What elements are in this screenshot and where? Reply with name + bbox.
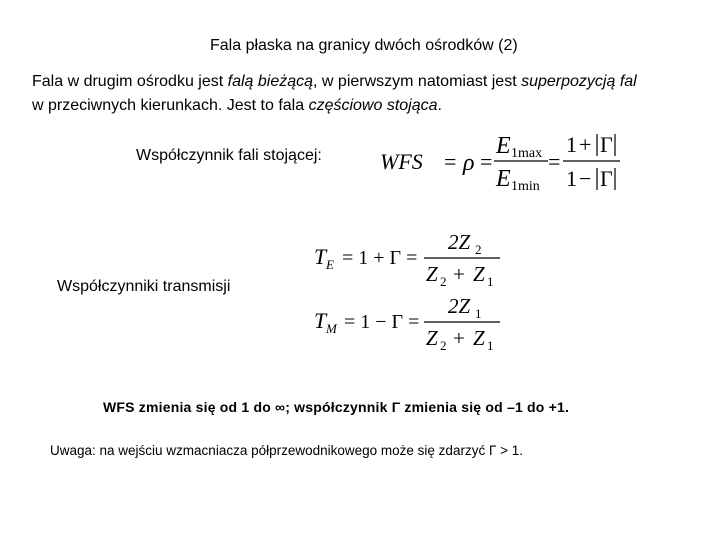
para-italic-superposition: superpozycją fal: [521, 73, 637, 90]
tm-t: T: [314, 308, 327, 333]
para-text-3: w przeciwnych kierunkach. Jest to fala: [32, 97, 309, 114]
wfs-den-minus: −: [579, 166, 592, 191]
tm-rhs-start: = 1 − Γ =: [344, 311, 420, 333]
wfs-num-plus: +: [579, 132, 592, 157]
wfs-e-num-sub: 1max: [511, 146, 543, 161]
wfs-e-num: E: [496, 133, 511, 159]
tm-formula: [310, 292, 530, 354]
te-den-plus: +: [453, 262, 465, 286]
te-formula: [310, 230, 530, 292]
note-text: Uwaga: na wejściu wzmacniacza półprzewodnikowego może się zdarzyć Γ > 1.: [50, 443, 524, 458]
te-den-b-sub: 1: [487, 274, 494, 289]
para-italic-travelling-wave: falą bieżącą: [227, 73, 314, 90]
wfs-e-den-sub: 1min: [511, 179, 540, 194]
tm-den-a-sub: 2: [440, 338, 447, 353]
wfs-num-gamma: Γ: [600, 132, 613, 157]
wfs-formula: [376, 128, 626, 198]
te-den-b: Z: [473, 262, 485, 286]
te-rhs-start: = 1 + Γ =: [342, 247, 418, 269]
wfs-den-one: 1: [566, 166, 577, 191]
para-italic-partial-standing: częściowo stojąca: [308, 97, 438, 114]
wfs-e-den: E: [496, 166, 511, 192]
te-t: T: [314, 244, 327, 269]
tm-num: 2Z: [448, 294, 471, 318]
para-text-2: , w pierwszym natomiast jest: [313, 73, 522, 90]
wfs-num-one: 1: [566, 132, 577, 157]
wfs-rho: ρ: [463, 150, 475, 176]
tm-den-a: Z: [426, 326, 438, 350]
wfs-den-gamma: Γ: [600, 166, 613, 191]
te-sub: E: [326, 257, 334, 272]
para-text-4: .: [437, 97, 442, 114]
te-num-sub: 2: [475, 242, 482, 257]
transmission-label: Współczynniki transmisji: [57, 278, 231, 295]
wfs-eq-1: =: [444, 149, 457, 174]
te-num: 2Z: [448, 230, 471, 254]
wfs-lhs: WFS: [380, 149, 423, 174]
tm-den-b-sub: 1: [487, 338, 494, 353]
wfs-range-statement: WFS zmienia się od 1 do ∞; współczynnik Γ zmienia się od –1 do +1.: [103, 399, 570, 415]
wfs-eq-3: =: [548, 149, 561, 174]
intro-paragraph: [32, 70, 637, 118]
para-text-1: Fala w drugim ośrodku jest: [32, 73, 228, 90]
te-den-a-sub: 2: [440, 274, 447, 289]
wfs-label: Współczynnik fali stojącej:: [136, 147, 322, 164]
tm-num-sub: 1: [475, 306, 482, 321]
slide-title: Fala płaska na granicy dwóch ośrodków (2): [210, 37, 518, 54]
tm-sub: M: [326, 321, 337, 336]
tm-den-plus: +: [453, 326, 465, 350]
wfs-eq-2: =: [480, 149, 493, 174]
tm-den-b: Z: [473, 326, 485, 350]
te-den-a: Z: [426, 262, 438, 286]
